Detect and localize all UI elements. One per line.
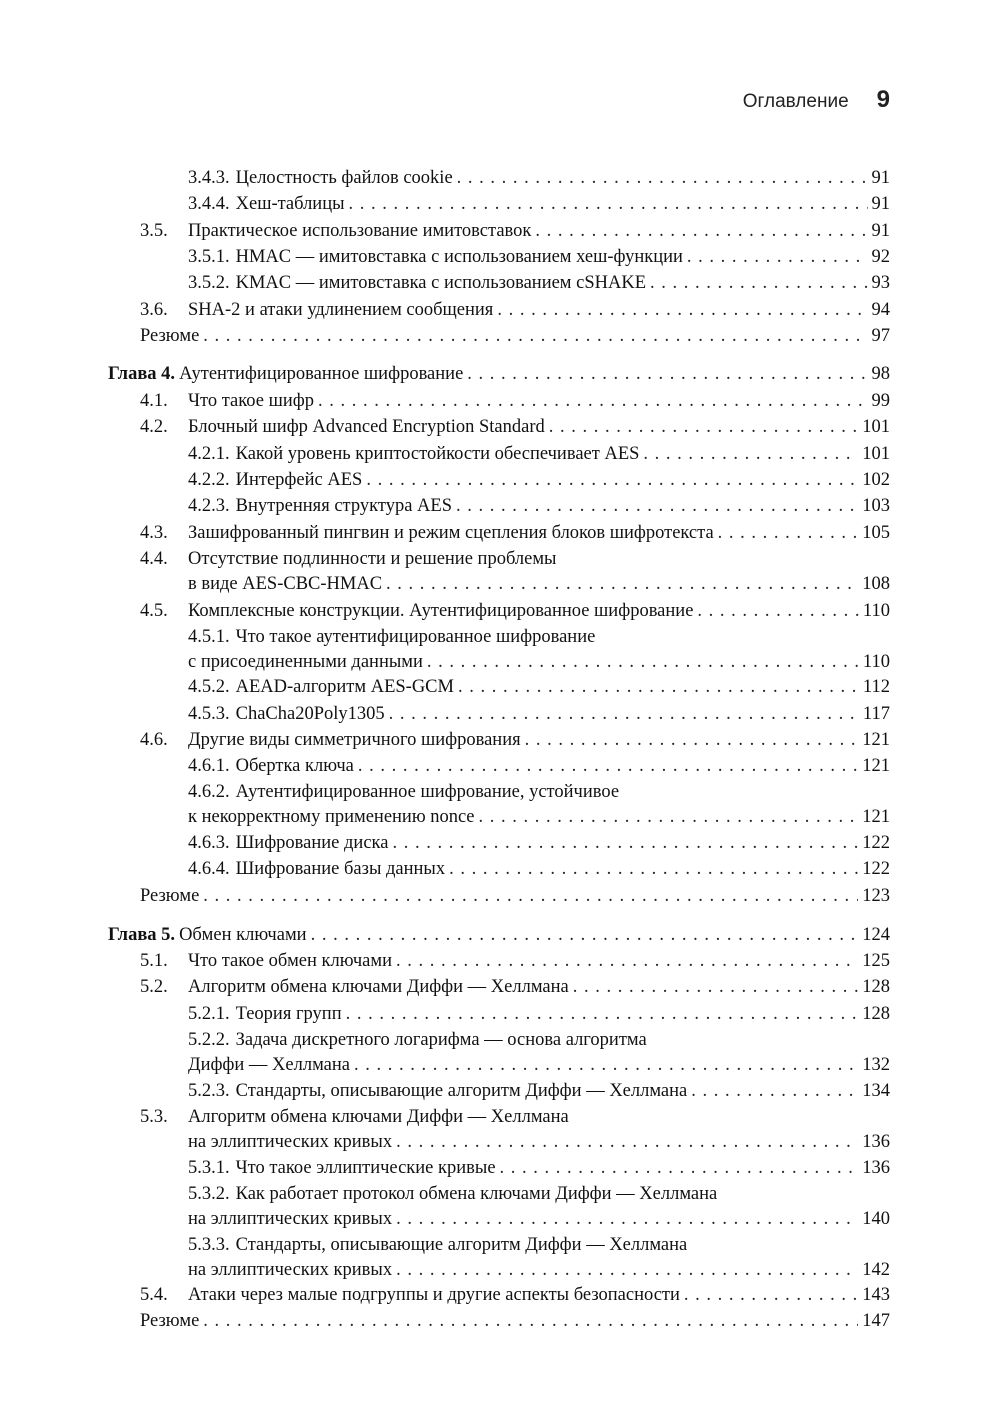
toc-entry[interactable] [140, 415, 890, 439]
leader-dots [396, 1207, 858, 1231]
toc-entry-number: 3.5. [140, 221, 168, 241]
toc-entry-page: 136 [862, 1158, 890, 1178]
toc-entry-page: 91 [871, 194, 890, 214]
leader-dots [643, 442, 858, 466]
toc-entry[interactable] [140, 521, 890, 545]
toc-entry[interactable] [188, 1182, 890, 1206]
toc-entry-title: Обертка ключа [235, 756, 354, 776]
leader-dots [525, 728, 859, 752]
toc-entry[interactable] [188, 702, 890, 726]
toc-entry-page: 112 [862, 677, 890, 697]
toc-entry-title: Резюме [140, 886, 200, 906]
toc-entry-page: 122 [862, 833, 890, 853]
toc-entry-page: 91 [871, 221, 890, 241]
toc-entry[interactable] [140, 975, 890, 999]
toc-entry-continuation[interactable] [188, 805, 890, 829]
toc-entry-title: Что такое эллиптические кривые [235, 1158, 496, 1178]
toc-entry[interactable] [140, 219, 890, 243]
toc-entry-number: Глава 5. [108, 925, 176, 945]
toc-entry[interactable] [140, 1105, 890, 1129]
toc-entry-title: Стандарты, описывающие алгоритм Диффи — Хеллмана [235, 1235, 688, 1255]
toc-entry-number: 4.6.3. [188, 833, 230, 853]
toc-entry-number: 3.5.1. [188, 247, 230, 267]
toc-entry-page: 121 [862, 756, 890, 776]
toc-entry-continuation[interactable] [188, 650, 890, 674]
leader-dots [311, 923, 859, 947]
leader-dots [389, 702, 859, 726]
toc-entry[interactable] [188, 1233, 890, 1257]
leader-dots [366, 468, 858, 492]
toc-entry-page: 105 [862, 523, 890, 543]
toc-entry[interactable] [188, 780, 890, 804]
leader-dots [650, 271, 867, 295]
toc-entry-page: 110 [862, 652, 890, 672]
toc-entry-title: Как работает протокол обмена ключами Диффи — Хеллмана [235, 1184, 718, 1204]
toc-entry-title: ChaCha20Poly1305 [235, 704, 385, 724]
toc-entry-continuation[interactable] [188, 1130, 890, 1154]
toc-entry-number: 4.2.2. [188, 470, 230, 490]
leader-dots [718, 521, 859, 545]
toc-entry-page: 136 [862, 1132, 890, 1152]
toc-entry[interactable] [140, 599, 890, 623]
toc-entry-title-cont: в виде AES-CBC-HMAC [188, 574, 383, 594]
toc-entry[interactable] [188, 1156, 890, 1180]
leader-dots [697, 599, 859, 623]
toc-entry[interactable] [140, 1283, 890, 1307]
toc-entry-title: Алгоритм обмена ключами Диффи — Хеллмана [188, 977, 569, 997]
toc-entry[interactable] [140, 298, 890, 322]
toc-entry-title: Какой уровень криптостойкости обеспечивает AES [235, 444, 640, 464]
toc-entry[interactable] [188, 625, 890, 649]
toc-entry-number: 5.2.2. [188, 1030, 230, 1050]
leader-dots [497, 298, 867, 322]
toc-entry-title-cont: к некорректному применению nonce [188, 807, 475, 827]
toc-entry-title: Хеш-таблицы [235, 194, 345, 214]
toc-entry[interactable] [140, 949, 890, 973]
leader-dots [358, 754, 858, 778]
toc-entry-title: Комплексные конструкции. Аутентифицированное шифрование [188, 601, 694, 621]
toc-entry-page: 147 [862, 1311, 890, 1331]
toc-entry-title: Аутентифицированное шифрование [179, 364, 464, 384]
toc-entry[interactable] [108, 923, 890, 947]
toc-entry-title: Что такое обмен ключами [188, 951, 393, 971]
toc-entry[interactable] [188, 1002, 890, 1026]
toc-entry-number: 5.2.1. [188, 1004, 230, 1024]
toc-entry-number: 5.2. [140, 977, 168, 997]
leader-dots [203, 324, 867, 348]
leader-dots [549, 415, 858, 439]
toc-entry-number: Глава 4. [108, 364, 176, 384]
toc-entry-title-cont: Диффи — Хеллмана [188, 1055, 350, 1075]
toc-entry-title: Внутренняя структура AES [235, 496, 452, 516]
toc-entry-number: 5.3.2. [188, 1184, 230, 1204]
toc-entry-page: 93 [871, 273, 890, 293]
leader-dots [203, 1309, 858, 1333]
leader-dots [318, 389, 867, 413]
toc-entry-title: SHA-2 и атаки удлинением сообщения [188, 300, 494, 320]
toc-entry-page: 110 [862, 601, 890, 621]
toc-entry-number: 4.6.4. [188, 859, 230, 879]
toc-entry-title: Атаки через малые подгруппы и другие аспекты безопасности [188, 1285, 680, 1305]
toc-entry-title: Отсутствие подлинности и решение проблемы [188, 549, 557, 569]
toc-entry-page: 94 [871, 300, 890, 320]
toc-entry-continuation[interactable] [188, 572, 890, 596]
toc-entry[interactable] [108, 362, 890, 386]
header-title: Оглавление [742, 91, 849, 112]
toc-entry[interactable] [140, 389, 890, 413]
toc-entry[interactable] [188, 857, 890, 881]
toc-entry[interactable] [188, 1028, 890, 1052]
toc-entry-number: 3.5.2. [188, 273, 230, 293]
toc-entry-title: Алгоритм обмена ключами Диффи — Хеллмана [188, 1107, 569, 1127]
leader-dots [396, 1130, 858, 1154]
toc-entry-continuation[interactable] [188, 1053, 890, 1077]
leader-dots [354, 1053, 858, 1077]
toc-entry[interactable] [188, 675, 890, 699]
toc-entry[interactable] [140, 547, 890, 571]
toc-entry-title: AEAD-алгоритм AES-GCM [235, 677, 454, 697]
toc-entry-number: 4.6. [140, 730, 168, 750]
toc-entry-page: 117 [862, 704, 890, 724]
toc-entry-title: HMAC — имитовставка с использованием хеш-функции [235, 247, 683, 267]
toc-entry-number: 3.4.3. [188, 168, 230, 188]
toc-entry[interactable] [188, 166, 890, 190]
leader-dots [396, 949, 858, 973]
toc-entry-title: Зашифрованный пингвин и режим сцепления блоков шифротекста [188, 523, 714, 543]
toc-entry-title: Блочный шифр Advanced Encryption Standard [188, 417, 545, 437]
toc-entry-title: Практическое использование имитовставок [188, 221, 532, 241]
toc-entry-number: 3.4.4. [188, 194, 230, 214]
toc-entry[interactable] [188, 192, 890, 216]
toc-entry[interactable] [140, 324, 890, 348]
toc-entry-continuation[interactable] [188, 1258, 890, 1282]
toc-entry-title: Резюме [140, 326, 200, 346]
toc-entry-page: 103 [862, 496, 890, 516]
leader-dots [456, 494, 858, 518]
toc-entry-title: Целостность файлов cookie [235, 168, 453, 188]
toc-entry-number: 4.1. [140, 391, 168, 411]
toc-entry-title: Шифрование базы данных [235, 859, 446, 879]
toc-entry-title: Что такое аутентифицированное шифрование [235, 627, 596, 647]
toc-entry-title-cont: на эллиптических кривых [188, 1209, 393, 1229]
toc-entry-page: 99 [871, 391, 890, 411]
toc-entry-page: 142 [862, 1260, 890, 1280]
toc-entry[interactable] [140, 884, 890, 908]
page-number: 9 [876, 86, 890, 113]
running-header [743, 86, 890, 114]
toc-entry-number: 5.3.3. [188, 1235, 230, 1255]
toc-entry-number: 4.5.2. [188, 677, 230, 697]
toc-entry-page: 125 [862, 951, 890, 971]
toc-entry-continuation[interactable] [188, 1207, 890, 1231]
toc-entry-title: Интерфейс AES [235, 470, 363, 490]
toc-entry-page: 128 [862, 1004, 890, 1024]
toc-entry[interactable] [188, 1079, 890, 1103]
toc-entry-page: 108 [862, 574, 890, 594]
toc-entry-number: 4.2.3. [188, 496, 230, 516]
toc-entry-number: 5.3. [140, 1107, 168, 1127]
leader-dots [386, 572, 858, 596]
toc-entry-title: Резюме [140, 1311, 200, 1331]
leader-dots [392, 831, 858, 855]
toc-entry-page: 124 [862, 925, 890, 945]
toc-entry-number: 5.2.3. [188, 1081, 230, 1101]
leader-dots [203, 884, 858, 908]
toc-entry[interactable] [188, 442, 890, 466]
toc-entry-number: 4.6.1. [188, 756, 230, 776]
toc-entry-page: 98 [871, 364, 890, 384]
toc-entry-title: Обмен ключами [179, 925, 307, 945]
toc-entry-title-cont: на эллиптических кривых [188, 1132, 393, 1152]
toc-entry-page: 132 [862, 1055, 890, 1075]
leader-dots [684, 1283, 858, 1307]
toc-entry-title: Теория групп [235, 1004, 342, 1024]
toc-entry-number: 4.2.1. [188, 444, 230, 464]
toc-entry[interactable] [188, 754, 890, 778]
toc-entry-number: 4.5.3. [188, 704, 230, 724]
toc-entry-page: 128 [862, 977, 890, 997]
toc-entry-number: 5.4. [140, 1285, 168, 1305]
toc-entry-number: 4.5.1. [188, 627, 230, 647]
toc-entry-title: Что такое шифр [188, 391, 315, 411]
toc-entry-title: Стандарты, описывающие алгоритм Диффи — Хеллмана [235, 1081, 688, 1101]
leader-dots [687, 245, 868, 269]
leader-dots [396, 1258, 858, 1282]
toc-entry-page: 143 [862, 1285, 890, 1305]
toc-entry[interactable] [188, 468, 890, 492]
toc-entry-page: 102 [862, 470, 890, 490]
toc-entry-title: Другие виды симметричного шифрования [188, 730, 521, 750]
toc-entry-title: KMAC — имитовставка с использованием cSHAKE [235, 273, 647, 293]
leader-dots [535, 219, 867, 243]
toc-entry-number: 3.6. [140, 300, 168, 320]
toc-entry-page: 140 [862, 1209, 890, 1229]
toc-entry-page: 101 [862, 417, 890, 437]
toc-entry-page: 122 [862, 859, 890, 879]
toc-entry-number: 4.5. [140, 601, 168, 621]
toc-entry-page: 123 [862, 886, 890, 906]
leader-dots [346, 1002, 859, 1026]
toc-entry-title: Задача дискретного логарифма — основа алгоритма [235, 1030, 647, 1050]
leader-dots [457, 166, 868, 190]
leader-dots [427, 650, 859, 674]
leader-dots [691, 1079, 858, 1103]
toc-entry-title: Шифрование диска [235, 833, 389, 853]
toc-entry[interactable] [188, 271, 890, 295]
toc-entry-page: 121 [862, 730, 890, 750]
toc-entry-number: 5.1. [140, 951, 168, 971]
toc-entry[interactable] [140, 1309, 890, 1333]
toc-entry-page: 121 [862, 807, 890, 827]
toc-entry-page: 91 [871, 168, 890, 188]
toc-entry-page: 92 [871, 247, 890, 267]
toc-entry-number: 4.6.2. [188, 782, 230, 802]
toc-entry-number: 4.2. [140, 417, 168, 437]
toc-entry-number: 4.3. [140, 523, 168, 543]
toc-entry[interactable] [188, 245, 890, 269]
toc-entry-page: 134 [862, 1081, 890, 1101]
toc-entry-title-cont: с присоединенными данными [188, 652, 423, 672]
leader-dots [478, 805, 858, 829]
toc-entry[interactable] [140, 728, 890, 752]
toc-entry-number: 5.3.1. [188, 1158, 230, 1178]
toc-entry-number: 4.4. [140, 549, 168, 569]
toc-entry[interactable] [188, 494, 890, 518]
leader-dots [349, 192, 868, 216]
leader-dots [573, 975, 859, 999]
toc-entry-title: Аутентифицированное шифрование, устойчивое [235, 782, 620, 802]
leader-dots [458, 675, 859, 699]
toc-entry[interactable] [188, 831, 890, 855]
leader-dots [467, 362, 867, 386]
toc-entry-title-cont: на эллиптических кривых [188, 1260, 393, 1280]
leader-dots [449, 857, 858, 881]
leader-dots [500, 1156, 859, 1180]
toc-entry-page: 101 [862, 444, 890, 464]
toc-entry-page: 97 [871, 326, 890, 346]
